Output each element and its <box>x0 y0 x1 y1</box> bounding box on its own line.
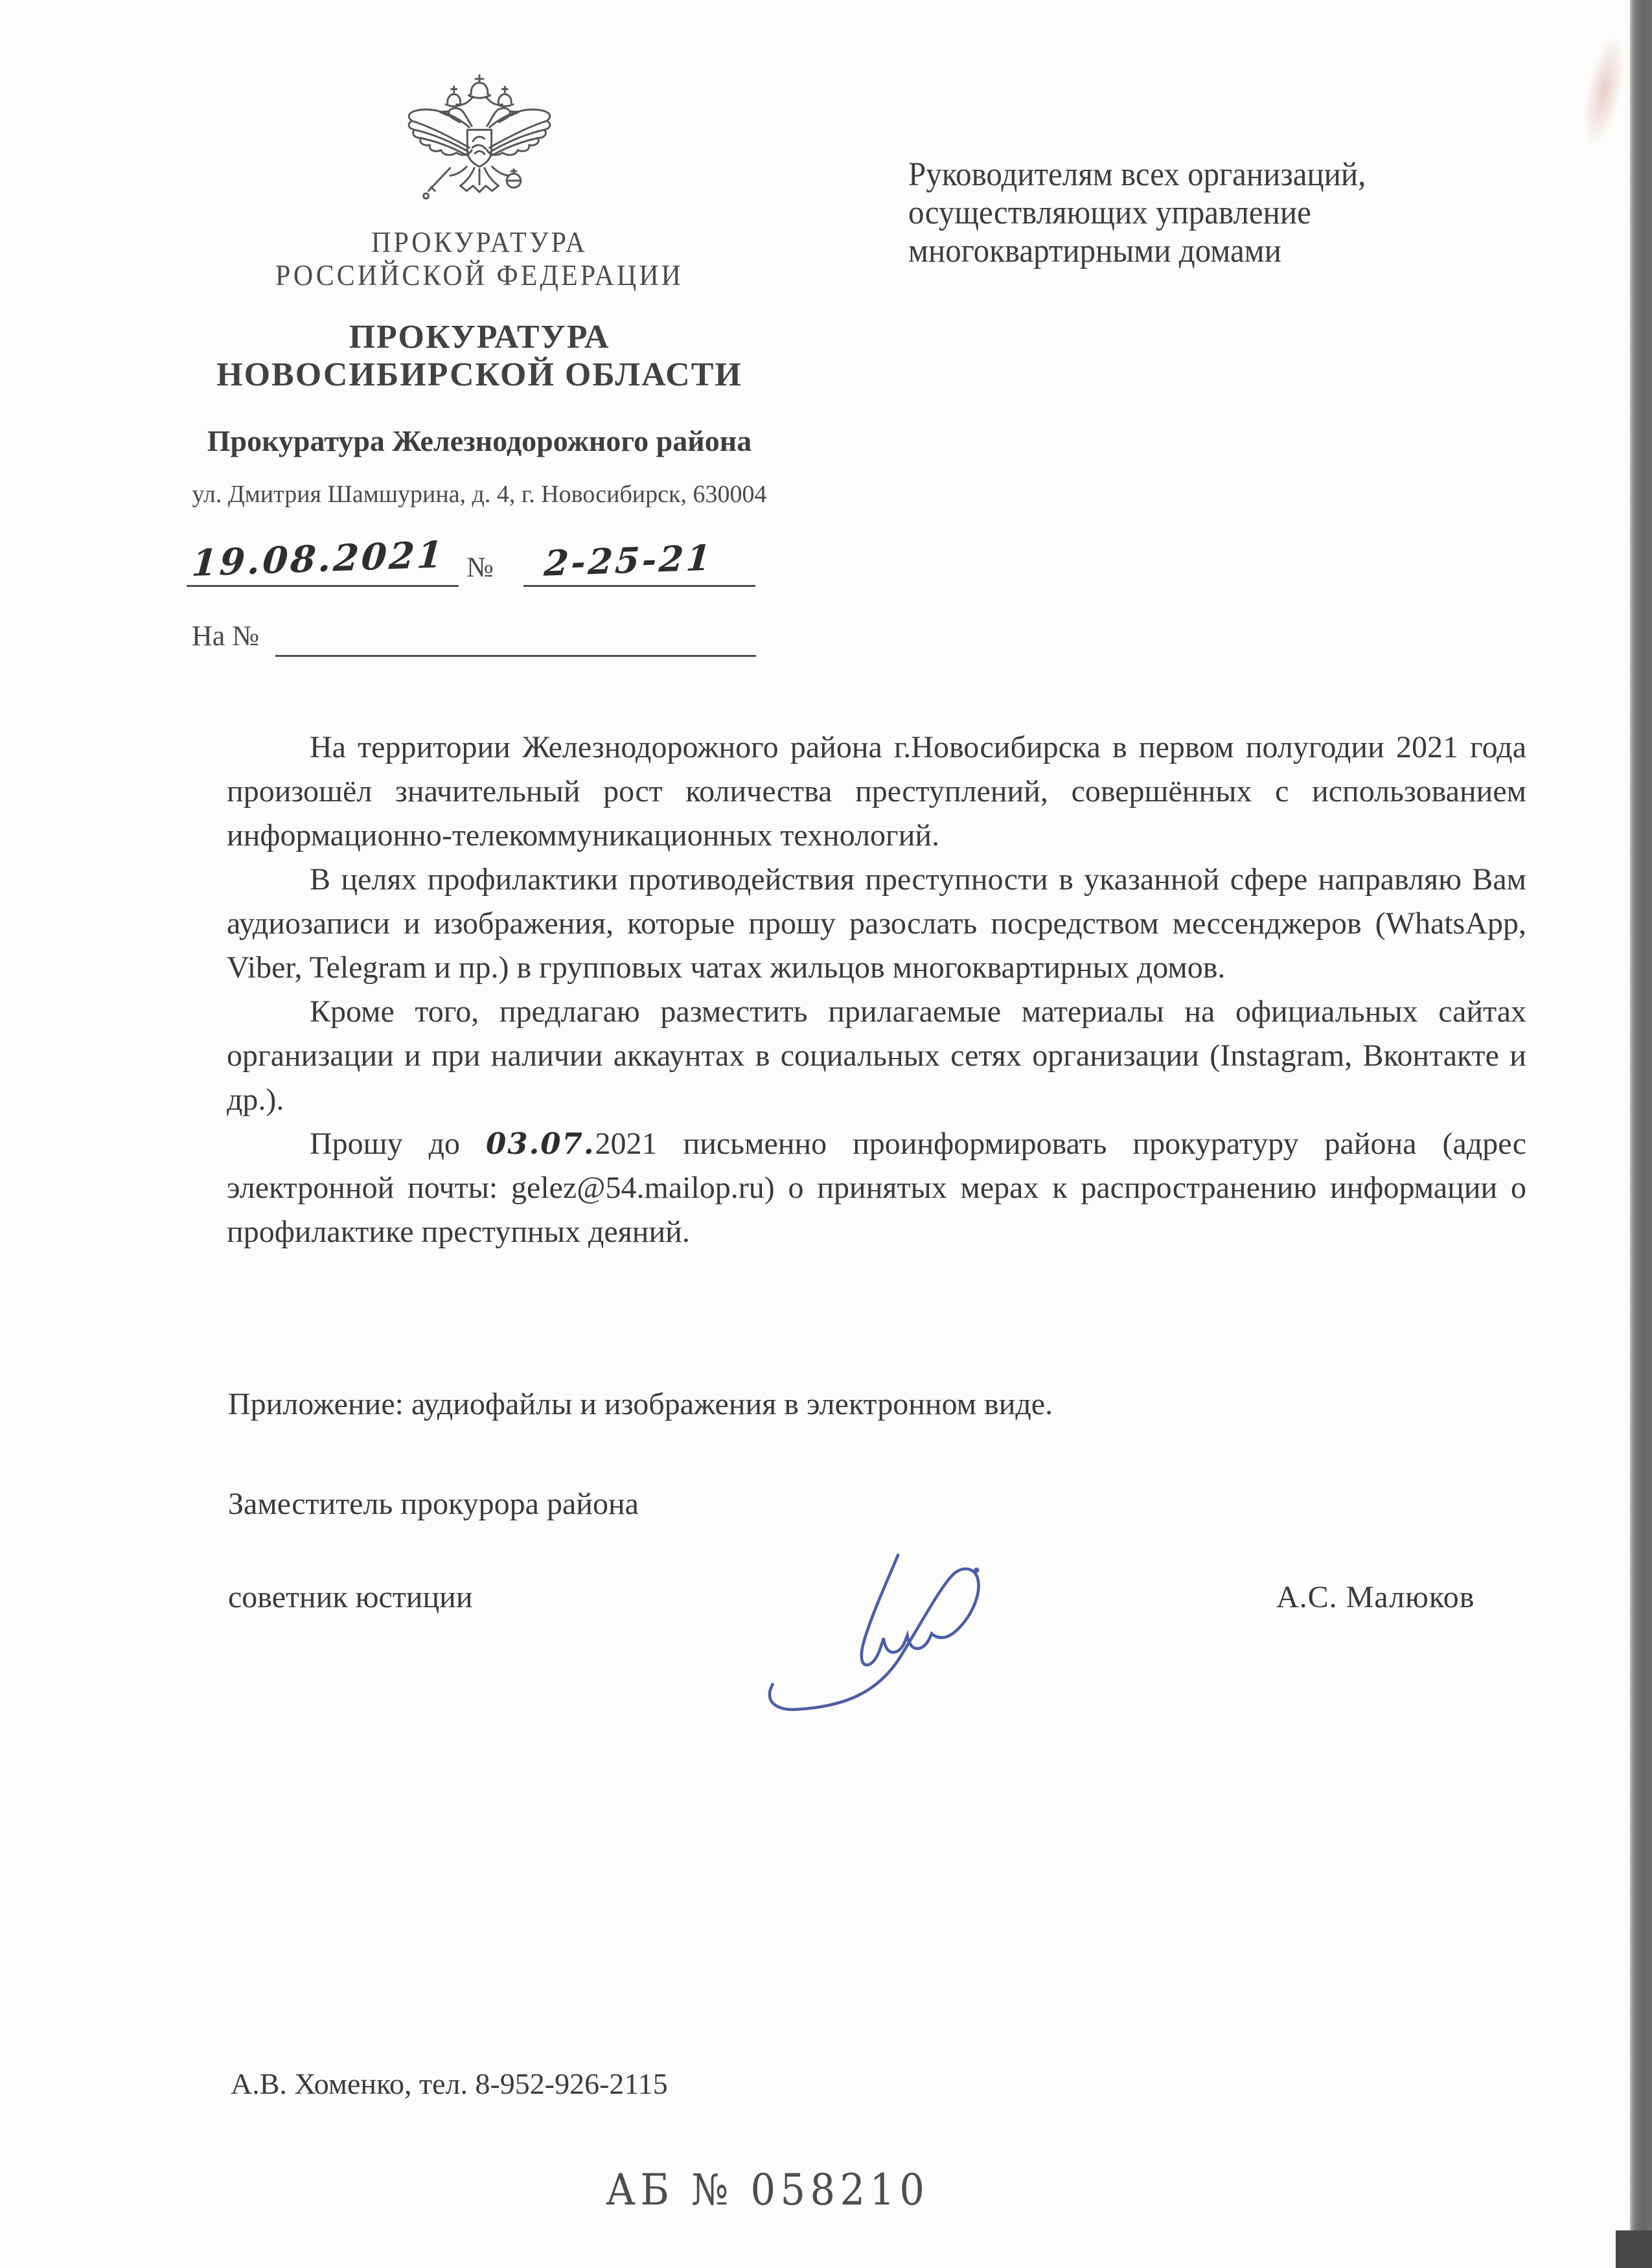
executor-contact: А.В. Хоменко, тел. 8-952-926-2115 <box>231 2067 668 2100</box>
signer-name: А.С. Малюков <box>1276 1580 1475 1614</box>
paragraph-4 <box>227 1122 1526 1254</box>
paragraph-2: В целях профилактики противодействия преступности в указанной сфере направляю Вам аудиозаписи и изображения, которые прошу разослать посредством мессенджеров (WhatsApp, Viber, Telegram и пр.) в групповых чатах жильцов многоквартирных домов. <box>227 862 1526 985</box>
parent-org-name <box>178 227 781 293</box>
org-line1: ПРОКУРАТУРА <box>349 319 610 356</box>
signer-rank: советник юстиции <box>228 1580 473 1614</box>
paragraph-4-suffix: письменно проинформировать прокуратуру района (адрес электронной почты: gelez@54.mailop.ru) о принятых мерах к распространению информации о профилактике преступных деяний. <box>227 1127 1527 1249</box>
paragraph-4-prefix: Прошу до <box>310 1127 486 1161</box>
signer-position: Заместитель прокурора района <box>228 1487 639 1521</box>
outgoing-date-handwritten: 19.08.2021 <box>190 533 446 585</box>
date-underline <box>187 585 459 587</box>
scan-edge-shadow <box>1630 0 1652 2268</box>
number-sign-label: № <box>466 551 494 583</box>
deadline-year: 2021 <box>595 1127 658 1161</box>
signature-ink <box>698 1543 1016 1718</box>
recipient-line3: многоквартирными домами <box>908 231 1281 269</box>
org-line2: НОВОСИБИРСКОЙ ОБЛАСТИ <box>216 356 742 393</box>
parent-org-line1: ПРОКУРАТУРА <box>371 227 588 259</box>
parent-org-line2: РОССИЙСКОЙ ФЕДЕРАЦИИ <box>275 260 683 292</box>
recipient-line2: осуществляющих управление <box>908 193 1311 231</box>
paragraph-1: На территории Железнодорожного района г.Новосибирска в первом полугодии 2021 года произошёл значительный рост количества преступлений, совершённых с использованием информационно-телекоммуникационных технологий. <box>227 730 1526 853</box>
coat-of-arms-icon <box>403 73 556 212</box>
scan-smudge-artifact <box>1576 32 1632 150</box>
recipient-block <box>908 155 1530 269</box>
recipient-line1: Руководителям всех организаций, <box>908 155 1366 193</box>
org-name <box>178 319 781 394</box>
org-address: ул. Дмитрия Шамшурина, д. 4, г. Новосибирск, 630004 <box>192 481 767 508</box>
org-division: Прокуратура Железнодорожного района <box>207 424 752 457</box>
letterhead <box>178 73 781 509</box>
number-underline <box>523 585 755 587</box>
letter-body <box>227 726 1526 1254</box>
paragraph-3: Кроме того, предлагаю разместить прилагаемые материалы на официальных сайтах организации и при наличии аккаунтах в социальных сетях организации (Instagram, Вконтакте и др.). <box>227 994 1526 1117</box>
reply-to-label: На № <box>192 620 260 652</box>
outgoing-number-handwritten: 2-25-21 <box>542 536 715 584</box>
form-blank-number: АБ № 058210 <box>606 2165 930 2215</box>
scan-corner-shadow <box>1616 2230 1652 2268</box>
reply-to-underline <box>275 655 756 657</box>
attachment-note: Приложение: аудиофайлы и изображения в электронном виде. <box>228 1387 1053 1421</box>
deadline-date-handwritten: 03.07. <box>485 1127 595 1161</box>
